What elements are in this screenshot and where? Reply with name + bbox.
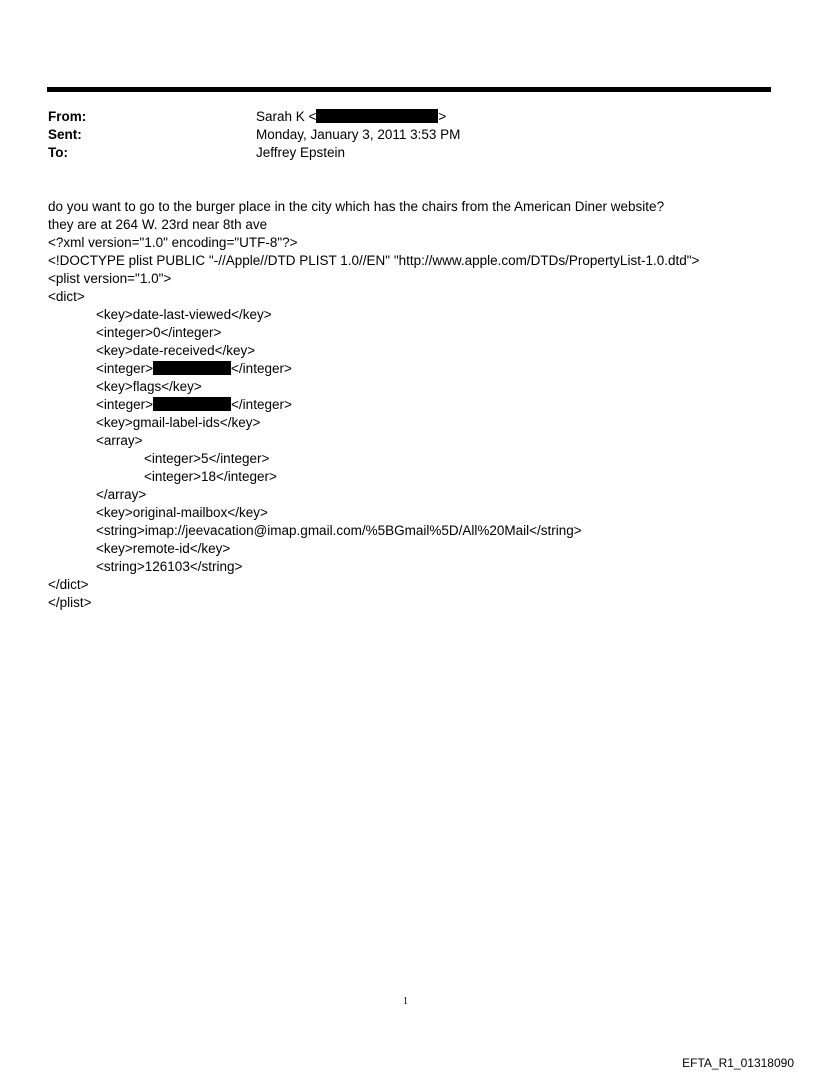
from-value [256,108,446,126]
sent-value: Monday, January 3, 2011 3:53 PM [256,127,461,142]
to-label: To: [48,145,68,160]
body-line: <string>imap://jeevacation@imap.gmail.com/%5BGmail%5D/All%20Mail</string> [96,523,582,538]
body-line: </plist> [48,595,92,610]
header-rule [47,87,771,92]
line-start: <integer> [96,397,154,412]
line-end: </integer> [231,361,292,376]
body-line: <string>126103</string> [96,559,243,574]
from-row [48,108,768,126]
line-end: </integer> [231,397,292,412]
body-line: <plist version="1.0"> [48,271,172,286]
body-line: <key>remote-id</key> [96,541,231,556]
body-line: <key>date-received</key> [96,343,256,358]
body-line: <integer>0</integer> [96,325,222,340]
body-line: <integer>18</integer> [144,469,277,484]
body-line: do you want to go to the burger place in the city which has the chairs from the American Diner website? [48,199,665,214]
body-line: </array> [96,487,147,502]
from-name: Sarah K < [256,109,317,124]
from-end: > [438,109,447,124]
sent-label: Sent: [48,127,82,142]
body-line: <integer>5</integer> [144,451,270,466]
body-line: <dict> [48,289,85,304]
body-line: <?xml version="1.0" encoding="UTF-8"?> [48,235,298,250]
line-start: <integer> [96,361,154,376]
body-line: <key>date-last-viewed</key> [96,307,272,322]
to-value: Jeffrey Epstein [256,145,346,160]
body-line: <!DOCTYPE plist PUBLIC "-//Apple//DTD PLIST 1.0//EN" "http://www.apple.com/DTDs/PropertyList-1.0.dtd"> [48,253,700,268]
body-line: <key>original-mailbox</key> [96,505,268,520]
from-label: From: [48,109,87,124]
body-line: </dict> [48,577,89,592]
page-number: 1 [403,996,408,1007]
body-line: <key>gmail-label-ids</key> [96,415,261,430]
bates-number: EFTA_R1_01318090 [682,1056,794,1070]
sent-row [48,126,768,144]
body-line: <key>flags</key> [96,379,202,394]
email-body [48,198,778,612]
redaction-block [153,397,231,411]
body-line: <array> [96,433,143,448]
body-line: they are at 264 W. 23rd near 8th ave [48,217,268,232]
body-line-redacted [48,360,778,378]
redaction-block [316,109,438,123]
body-line-redacted [48,396,778,414]
to-row [48,144,768,162]
redaction-block [153,361,231,375]
